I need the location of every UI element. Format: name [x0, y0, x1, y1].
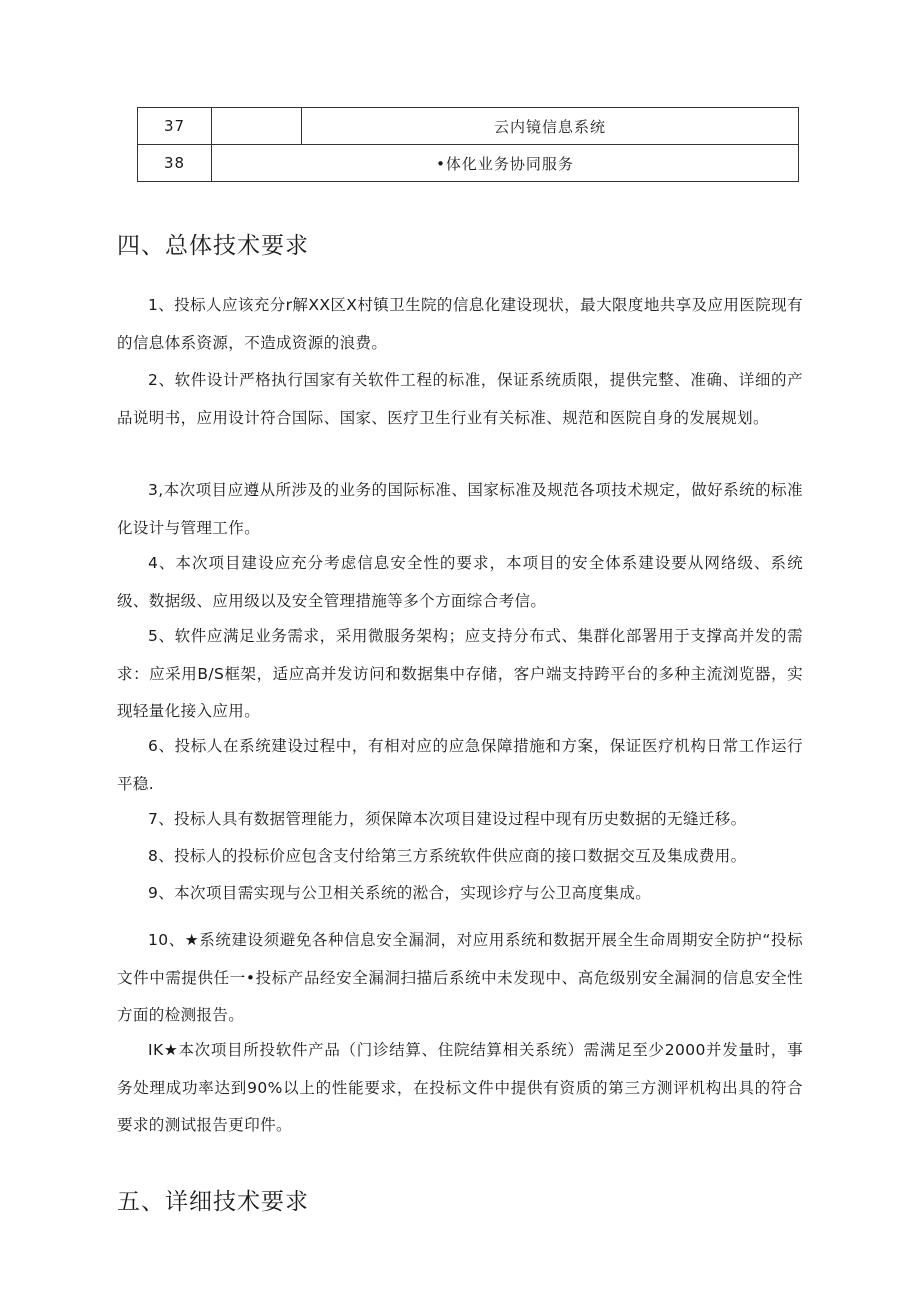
row-system-name: 云内镜信息系统 — [302, 108, 799, 145]
requirement-paragraph: 3,本次项目应遵从所涉及的业务的国际标准、国家标准及规范各项技术规定，做好系统的标准化设计与管理工作。 — [117, 481, 803, 537]
requirement-paragraph: 5、软件应满足业务需求，采用微服务架构；应支持分布式、集群化部署用于支撑高并发的需求：应采用B/S框架，适应高并发访问和数据集中存储，客户端支持跨平台的多种主流浏览器，实现轻量化接入应用。 — [117, 627, 803, 720]
requirement-paragraph: 6、投标人在系统建设过程中，有相对应的应急保障措施和方案，保证医疗机构日常工作运行平稳. — [117, 737, 803, 793]
row-system-name: •体化业务协同服务 — [212, 145, 799, 182]
requirement-paragraph: 2、软件设计严格执行国家有关软件工程的标准，保证系统质限，提供完整、准确、详细的产品说明书，应用设计符合国际、国家、医疗卫生行业有关标准、规范和医院自身的发展规划。 — [117, 371, 803, 427]
system-table — [137, 107, 799, 182]
requirement-paragraph: 4、本次项目建设应充分考虑信息安全性的要求，本项目的安全体系建设要从网络级、系统级、数据级、应用级以及安全管理措施等多个方面综合考信。 — [117, 554, 803, 610]
row-number: 38 — [138, 145, 212, 182]
requirement-paragraph: 9、本次项目需实现与公卫相关系统的淞合，实现诊疗与公卫高度集成。 — [148, 884, 652, 902]
requirement-paragraph: 8、投标人的投标价应包含支付给第三方系统软件供应商的接口数据交互及集成费用。 — [148, 847, 747, 865]
row-number: 37 — [138, 108, 212, 145]
table-row — [138, 145, 799, 182]
requirement-paragraph: 1、投标人应该充分r解XX区X村镇卫生院的信息化建设现状，最大限度地共享及应用医院现有的信息体系资源，不造成资源的浪费。 — [117, 296, 803, 352]
row-category — [212, 108, 302, 145]
section-heading: 四、总体技术要求 — [117, 233, 309, 259]
table-row — [138, 108, 799, 145]
requirement-paragraph: 10、★系统建设须避免各种信息安全漏洞，对应用系统和数据开展全生命周期安全防护“投标文件中需提供任一•投标产品经安全漏洞扫描后系统中未发现中、高危级别安全漏洞的信息安全性方面的检测报告。 — [117, 931, 803, 1024]
requirement-paragraph: IK★本次项目所投软件产品（门诊结算、住院结算相关系统）需满足至少2000并发量时，事务处理成功率达到90%以上的性能要求，在投标文件中提供有资质的第三方测评机构出具的符合要求的测试报告更印件。 — [117, 1041, 803, 1134]
section-heading: 五、详细技术要求 — [117, 1189, 309, 1215]
requirement-paragraph: 7、投标人具有数据管理能力，须保障本次项目建设过程中现有历史数据的无缝迁移。 — [148, 810, 747, 828]
